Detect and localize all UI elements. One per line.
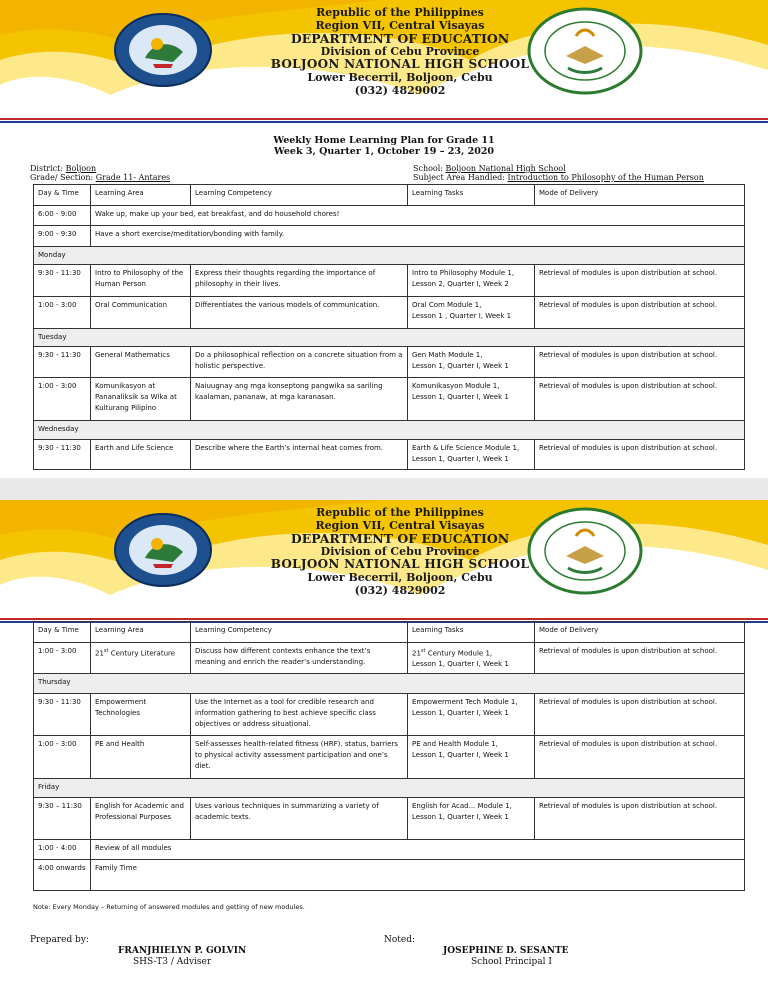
competency-cell: Differentiates the various models of communication. xyxy=(191,297,408,329)
note-text: Note: Every Monday – Returning of answered modules and getting of new modules. xyxy=(33,903,305,911)
area-cell: General Mathematics xyxy=(91,347,191,378)
time-cell: 9:30 - 11:30 xyxy=(34,347,91,378)
day-label: Monday xyxy=(34,247,745,265)
mode-cell: Retrieval of modules is upon distribution at school. xyxy=(535,378,745,421)
table-row xyxy=(34,440,745,470)
table-row xyxy=(34,860,745,891)
col-header: Day & Time xyxy=(34,185,91,206)
district-line: District: Boljoon xyxy=(30,164,97,173)
mode-cell: Retrieval of modules is upon distribution at school. xyxy=(535,736,745,779)
time-cell: 1:00 - 3:00 xyxy=(34,643,91,674)
task-cell: Gen Math Module 1, Lesson 1, Quarter I, Week 1 xyxy=(408,347,535,378)
day-label: Thursday xyxy=(34,674,745,694)
activity-cell: Review of all modules xyxy=(91,840,745,860)
mode-cell: Retrieval of modules is upon distribution at school. xyxy=(535,347,745,378)
page-separator xyxy=(0,478,768,500)
mode-cell: Retrieval of modules is upon distribution at school. xyxy=(535,265,745,297)
mode-cell: Retrieval of modules is upon distribution at school. xyxy=(535,440,745,470)
subject-line: Subject Area Handled: Introduction to Philosophy of the Human Person xyxy=(413,173,704,182)
table-row xyxy=(34,378,745,421)
activity-cell: Family Time xyxy=(91,860,745,891)
task-cell: Oral Com Module 1, Lesson 1 , Quarter I, Week 1 xyxy=(408,297,535,329)
activity-cell: Wake up, make up your bed, eat breakfast, and do household chores! xyxy=(91,206,745,226)
time-cell: 1:00 - 4:00 xyxy=(34,840,91,860)
noted-title: School Principal I xyxy=(471,957,552,967)
time-cell: 9:30 – 11:30 xyxy=(34,798,91,840)
header-line-1: Republic of the Philippines xyxy=(316,6,484,19)
time-cell: 9:30 - 11:30 xyxy=(34,694,91,736)
col-header: Learning Tasks xyxy=(408,185,535,206)
header-department: DEPARTMENT OF EDUCATION xyxy=(290,531,510,546)
area-cell: Intro to Philosophy of the Human Person xyxy=(91,265,191,297)
competency-cell: Discuss how different contexts enhance the text’s meaning and enrich the reader’s understanding. xyxy=(191,643,408,674)
table-row xyxy=(34,694,745,736)
col-header: Day & Time xyxy=(34,622,91,643)
red-stripe xyxy=(0,118,768,120)
time-cell: 9:30 - 11:30 xyxy=(34,440,91,470)
time-cell: 9:00 - 9:30 xyxy=(34,226,91,247)
plan-title-block xyxy=(0,135,768,157)
time-cell: 1:00 - 3:00 xyxy=(34,297,91,329)
header-phone: (032) 4829002 xyxy=(354,84,446,97)
table-row xyxy=(34,736,745,779)
task-cell: Empowerment Tech Module 1, Lesson 1, Quarter I, Week 1 xyxy=(408,694,535,736)
task-cell: 21st Century Module 1, Lesson 1, Quarter I, Week 1 xyxy=(408,643,535,674)
grade-line: Grade/ Section: Grade 11- Antares xyxy=(30,173,171,182)
col-header: Learning Tasks xyxy=(408,622,535,643)
time-cell: 1:00 - 3:00 xyxy=(34,736,91,779)
table-row xyxy=(34,206,745,226)
competency-cell: Describe where the Earth’s internal heat comes from. xyxy=(191,440,408,470)
area-cell: Oral Communication xyxy=(91,297,191,329)
time-cell: 6:00 - 9:00 xyxy=(34,206,91,226)
table-row xyxy=(34,226,745,247)
header-address: Lower Becerril, Boljoon, Cebu xyxy=(307,571,493,584)
header-school: BOLJOON NATIONAL HIGH SCHOOL xyxy=(270,557,530,571)
prepared-by-name: FRANJHIELYN P. GOLVIN xyxy=(118,946,247,956)
area-cell: English for Academic and Professional Purposes xyxy=(91,798,191,840)
day-row-tuesday xyxy=(34,329,745,347)
page-2 xyxy=(0,500,768,1006)
prepared-by-label: Prepared by: xyxy=(30,935,89,945)
task-cell: English for Acad... Module 1, Lesson 1, Quarter I, Week 1 xyxy=(408,798,535,840)
red-stripe xyxy=(0,618,768,620)
day-label: Tuesday xyxy=(34,329,745,347)
mode-cell: Retrieval of modules is upon distribution at school. xyxy=(535,798,745,840)
header-phone: (032) 4829002 xyxy=(354,584,446,597)
table-header-row xyxy=(34,622,745,643)
header-school: BOLJOON NATIONAL HIGH SCHOOL xyxy=(270,57,530,71)
header-division: Division of Cebu Province xyxy=(320,45,480,58)
plan-subtitle: Week 3, Quarter 1, October 19 – 23, 2020 xyxy=(273,146,495,157)
time-cell: 1:00 - 3:00 xyxy=(34,378,91,421)
page-1 xyxy=(0,0,768,478)
time-cell: 9:30 - 11:30 xyxy=(34,265,91,297)
col-header: Learning Competency xyxy=(191,622,408,643)
activity-cell: Have a short exercise/meditation/bonding with family. xyxy=(91,226,745,247)
mode-cell: Retrieval of modules is upon distribution at school. xyxy=(535,643,745,674)
noted-name: JOSEPHINE D. SESANTE xyxy=(443,946,569,956)
school-seal-logo xyxy=(526,12,644,101)
competency-cell: Do a philosophical reflection on a concrete situation from a holistic perspective. xyxy=(191,347,408,378)
area-cell: Empowerment Technologies xyxy=(91,694,191,736)
area-cell: PE and Health xyxy=(91,736,191,779)
competency-cell: Express their thoughts regarding the importance of philosophy in their lives. xyxy=(191,265,408,297)
col-header: Learning Competency xyxy=(191,185,408,206)
header-line-1: Republic of the Philippines xyxy=(316,506,484,519)
header-division: Division of Cebu Province xyxy=(320,545,480,558)
blue-stripe xyxy=(0,121,768,123)
day-row-friday xyxy=(34,779,745,798)
division-seal-logo xyxy=(113,12,213,93)
col-header: Mode of Delivery xyxy=(535,622,745,643)
col-header: Learning Area xyxy=(91,622,191,643)
table-row xyxy=(34,798,745,840)
table-header-row xyxy=(34,185,745,206)
col-header: Mode of Delivery xyxy=(535,185,745,206)
header-address: Lower Becerril, Boljoon, Cebu xyxy=(307,71,493,84)
area-cell: 21st Century Literature xyxy=(91,643,191,674)
table-row xyxy=(34,297,745,329)
day-label: Friday xyxy=(34,779,745,798)
task-cell: Komunikasyon Module 1, Lesson 1, Quarter I, Week 1 xyxy=(408,378,535,421)
letterhead-text xyxy=(250,6,550,97)
plan-table-2 xyxy=(33,621,745,891)
noted-label: Noted: xyxy=(384,935,416,945)
plan-table-1 xyxy=(33,184,745,470)
school-line: School: Boljoon National High School xyxy=(413,164,566,173)
col-header: Learning Area xyxy=(91,185,191,206)
mode-cell: Retrieval of modules is upon distribution at school. xyxy=(535,297,745,329)
header-line-2: Region VII, Central Visayas xyxy=(315,519,485,532)
table-row xyxy=(34,347,745,378)
header-line-2: Region VII, Central Visayas xyxy=(315,19,485,32)
letterhead-banner xyxy=(0,0,768,118)
day-row-wednesday xyxy=(34,421,745,440)
school-seal-logo xyxy=(526,512,644,601)
header-department: DEPARTMENT OF EDUCATION xyxy=(290,31,510,46)
task-cell: PE and Health Module 1, Lesson 1, Quarter I, Week 1 xyxy=(408,736,535,779)
division-seal-logo xyxy=(113,512,213,593)
day-row-thursday xyxy=(34,674,745,694)
prepared-by-title: SHS-T3 / Adviser xyxy=(133,957,212,967)
table-row xyxy=(34,643,745,674)
time-cell: 4:00 onwards xyxy=(34,860,91,891)
plan-title: Weekly Home Learning Plan for Grade 11 xyxy=(273,135,495,146)
area-cell: Earth and Life Science xyxy=(91,440,191,470)
table-row xyxy=(34,840,745,860)
mode-cell: Retrieval of modules is upon distribution at school. xyxy=(535,694,745,736)
task-cell: Intro to Philosophy Module 1, Lesson 2, Quarter I, Week 2 xyxy=(408,265,535,297)
competency-cell: Naiuugnay ang mga konseptong pangwika sa sariling kaalaman, pananaw, at mga karanasan. xyxy=(191,378,408,421)
letterhead-banner xyxy=(0,500,768,618)
letterhead-text xyxy=(250,506,550,597)
area-cell: Komunikasyon at Pananaliksik sa Wika at Kulturang Pilipino xyxy=(91,378,191,421)
day-row-monday xyxy=(34,247,745,265)
competency-cell: Use the Internet as a tool for credible research and information gathering to best achieve specific class objectives or address situational. xyxy=(191,694,408,736)
competency-cell: Uses various techniques in summarizing a variety of academic texts. xyxy=(191,798,408,840)
day-label: Wednesday xyxy=(34,421,745,440)
task-cell: Earth & Life Science Module 1, Lesson 1, Quarter I, Week 1 xyxy=(408,440,535,470)
table-row xyxy=(34,265,745,297)
competency-cell: Self-assesses health-related fitness (HRF). status, barriers to physical activity assessment participation and one’s diet. xyxy=(191,736,408,779)
